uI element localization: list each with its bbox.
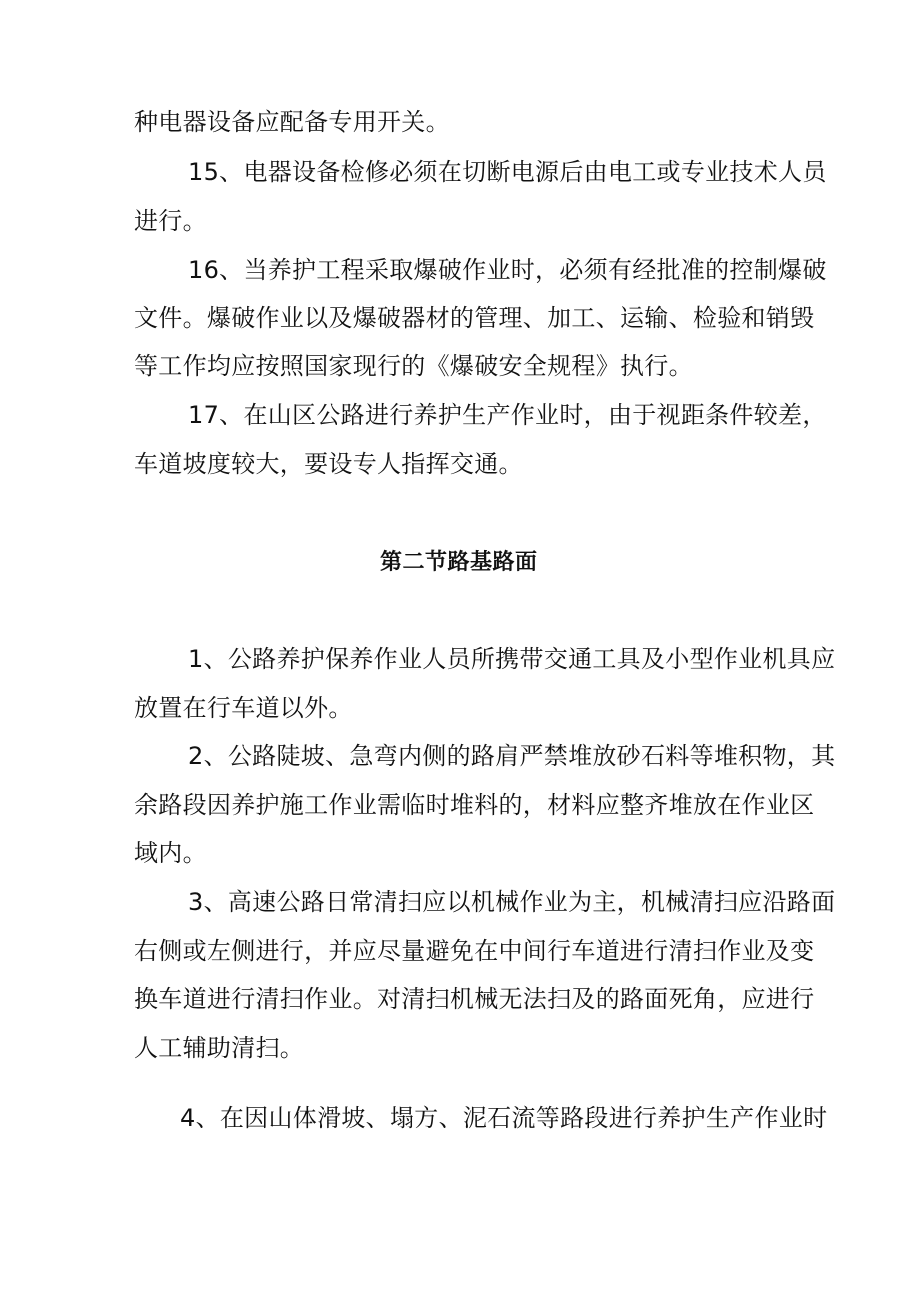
text-line: 车道坡度较大，要设专人指挥交通。 <box>134 450 523 478</box>
text-line: 种电器设备应配备专用开关。 <box>134 108 450 136</box>
text-line: 右侧或左侧进行，并应尽量避免在中间行车道进行清扫作业及变 <box>134 937 815 965</box>
section-heading: 第二节路基路面 <box>380 550 538 575</box>
text-line: 人工辅助清扫。 <box>134 1034 305 1062</box>
text-line: 文件。爆破作业以及爆破器材的管理、加工、运输、检验和销毁 <box>134 304 815 332</box>
text-line: 余路段因养护施工作业需临时堆料的，材料应整齐堆放在作业区 <box>134 791 815 819</box>
text-line: 换车道进行清扫作业。对清扫机械无法扫及的路面死角，应进行 <box>134 985 815 1013</box>
text-line: 域内。 <box>134 839 207 867</box>
text-line: 放置在行车道以外。 <box>134 694 353 722</box>
text-line: 4、在因山体滑坡、塌方、泥石流等路段进行养护生产作业时 <box>180 1104 828 1132</box>
text-line: 2、公路陡坡、急弯内侧的路肩严禁堆放砂石料等堆积物，其 <box>188 742 836 770</box>
text-line: 进行。 <box>134 207 207 235</box>
text-line: 1、公路养护保养作业人员所携带交通工具及小型作业机具应 <box>188 645 836 673</box>
text-line: 3、高速公路日常清扫应以机械作业为主，机械清扫应沿路面 <box>188 888 836 916</box>
text-line: 15、电器设备检修必须在切断电源后由电工或专业技术人员 <box>188 158 827 186</box>
text-line: 16、当养护工程采取爆破作业时，必须有经批准的控制爆破 <box>188 256 827 284</box>
text-line: 17、在山区公路进行养护生产作业时，由于视距条件较差， <box>188 401 827 429</box>
text-line: 等工作均应按照国家现行的《爆破安全规程》执行。 <box>134 352 693 380</box>
